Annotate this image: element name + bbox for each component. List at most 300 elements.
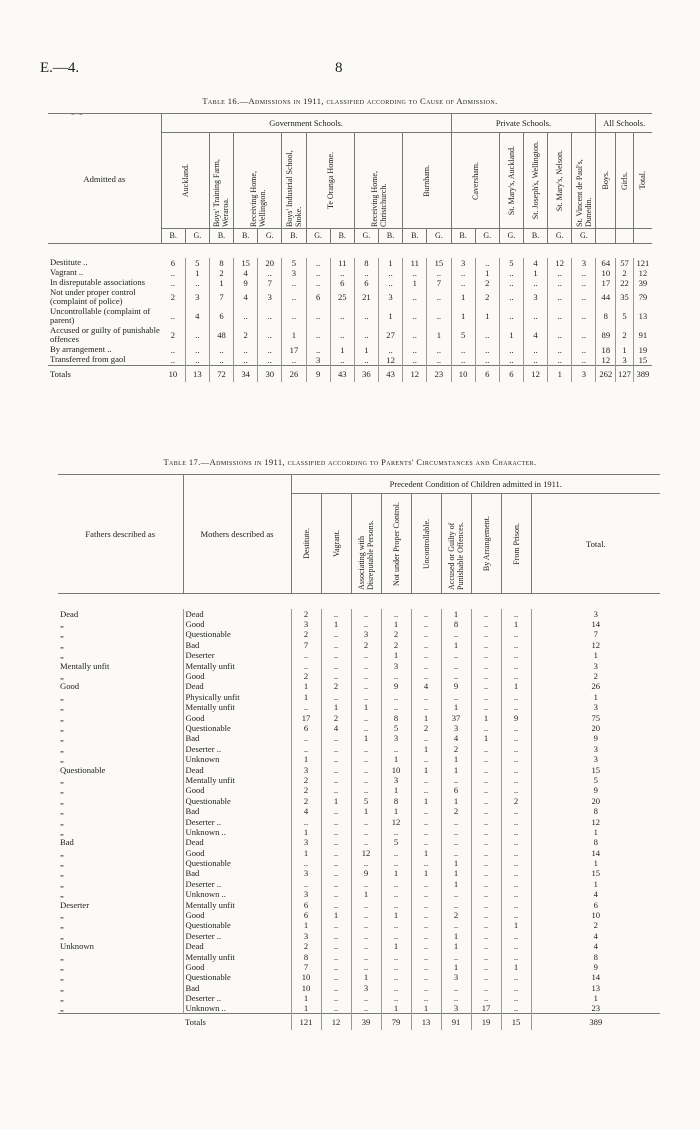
table17-cell: ..	[471, 764, 501, 774]
table16-col-header	[451, 133, 499, 229]
table17-col-label: From Prison.	[511, 522, 521, 565]
table17-cell: 1	[381, 650, 411, 660]
table-row	[58, 671, 660, 681]
table16-cell: ..	[282, 278, 306, 288]
table16-col-header	[596, 133, 616, 229]
table17-cell: ..	[471, 754, 501, 764]
table17-cell: 6	[291, 723, 321, 733]
table17-cell: ..	[351, 951, 381, 961]
table16-cell: 1	[379, 307, 403, 326]
table16-cell: ..	[548, 288, 572, 307]
table16-cell: 17	[282, 345, 306, 355]
table17-mother: Deserter ..	[183, 816, 291, 826]
table16-caption-prefix: Table 16.	[202, 96, 240, 106]
table16-cell: ..	[572, 307, 596, 326]
table17-col-label: Associating with Disreputable Persons.	[357, 519, 375, 590]
table17-father: „	[58, 931, 183, 941]
table16-cell: 4	[523, 326, 547, 345]
table17-cell: 1	[351, 972, 381, 982]
table17-cell: ..	[441, 650, 471, 660]
table17-cell: ..	[501, 640, 531, 650]
table16-subheader: B.	[282, 229, 306, 244]
table17-mother: Questionable	[183, 920, 291, 930]
table16-cell: ..	[427, 345, 451, 355]
table17-total-cell: 39	[351, 1014, 381, 1031]
table17-father: „	[58, 847, 183, 857]
table17-col-header	[501, 494, 531, 594]
table17-cell: ..	[501, 879, 531, 889]
table16-cell: 1	[330, 345, 354, 355]
table17-cell: ..	[351, 941, 381, 951]
table17-totals-row	[58, 1014, 660, 1031]
table16-col-header	[354, 133, 402, 229]
table17-cell: ..	[411, 910, 441, 920]
table17-mother: Unknown ..	[183, 827, 291, 837]
table17-cell: 4	[593, 941, 598, 952]
table17-cell: 6	[291, 899, 321, 909]
table16-cell: ..	[451, 355, 475, 366]
table17-cell: ..	[471, 951, 501, 961]
table16-row-label: Accused or guilty of punishable offences	[50, 325, 160, 345]
table17-cell: 1	[381, 785, 411, 795]
table17-cell: ..	[321, 733, 351, 743]
table16-total-cell: 34	[234, 366, 258, 383]
table16-col-header	[161, 133, 209, 229]
table16-cell: 121	[636, 257, 650, 268]
table16-cell: 1	[185, 268, 209, 278]
table17-mother: Mentally unfit	[183, 660, 291, 670]
table16-row-label: In disreputable associations	[50, 277, 145, 287]
table16-row-label: Uncontrollable (complaint of parent)	[50, 306, 151, 326]
table17	[58, 474, 660, 1030]
table-row	[58, 754, 660, 764]
table17-cell: ..	[321, 744, 351, 754]
table17-col-header	[441, 494, 471, 594]
table16-cell: ..	[161, 345, 185, 355]
table17-cell: ..	[321, 764, 351, 774]
table17-cell: 14	[591, 847, 601, 858]
table17-col-header	[321, 494, 351, 594]
table17-cell: ..	[471, 650, 501, 660]
table17-cell: 3	[351, 629, 381, 639]
table16-total-cell: 43	[379, 366, 403, 383]
table-row	[58, 629, 660, 639]
table16-cell: ..	[209, 345, 233, 355]
table16-cell: ..	[403, 326, 427, 345]
table17-cell: ..	[501, 889, 531, 899]
table17-cell: ..	[351, 775, 381, 785]
table16-total-cell: 36	[354, 366, 378, 383]
table17-cell: 7	[291, 640, 321, 650]
table16-cell: ..	[427, 268, 451, 278]
table17-cell: ..	[471, 640, 501, 650]
table16-cell: 4	[185, 307, 209, 326]
table17-cell: ..	[411, 837, 441, 847]
table17-cell: 4	[441, 733, 471, 743]
table17-cell: ..	[411, 972, 441, 982]
table16-cell: 3	[282, 268, 306, 278]
table17-cell: ..	[411, 640, 441, 650]
table16-cell: 7	[209, 288, 233, 307]
table17-cell: ..	[471, 702, 501, 712]
table16-cell: ..	[354, 326, 378, 345]
table17-cell: ..	[471, 868, 501, 878]
table16-cell: 12	[638, 267, 648, 278]
table17-cell: ..	[351, 660, 381, 670]
table16-col-header	[523, 133, 547, 229]
table17-cell: ..	[381, 931, 411, 941]
table16-cell: ..	[499, 355, 523, 366]
table16-cell: 3	[306, 355, 330, 366]
table17-cell: ..	[381, 920, 411, 930]
table16-cell: ..	[427, 307, 451, 326]
table17-cell: 8	[381, 796, 411, 806]
table17-father: „	[58, 650, 183, 660]
table17-father: „	[58, 744, 183, 754]
table17-cell: 1	[351, 806, 381, 816]
table17-cell: ..	[321, 775, 351, 785]
table16-cell: ..	[572, 288, 596, 307]
table16-row-label: Transferred from gaol	[50, 355, 126, 365]
table17-cell: 2	[441, 910, 471, 920]
table17-cell: 8	[593, 806, 598, 817]
table-row	[58, 806, 660, 816]
table16-subheader: G.	[572, 229, 596, 244]
table17-cell: 1	[381, 754, 411, 764]
table17-cell: ..	[471, 816, 501, 826]
table-row	[58, 858, 660, 868]
table17-cell: 3	[593, 702, 598, 713]
table17-father: „	[58, 712, 183, 722]
table17-cell: ..	[441, 889, 471, 899]
table17-cell: ..	[501, 629, 531, 639]
table17-cell: 2	[593, 920, 598, 931]
table16-subheader: B.	[403, 229, 427, 244]
table17-cell: ..	[321, 941, 351, 951]
table16-col-label: Boys' Industrial School, Stoke.	[284, 149, 303, 227]
table17-cell: ..	[501, 733, 531, 743]
table16-cell: 9	[234, 278, 258, 288]
table16-col-header	[209, 133, 233, 229]
table17-cell: ..	[321, 847, 351, 857]
table17-cell: ..	[381, 879, 411, 889]
page-reference: E.—4.	[40, 60, 80, 76]
table17-cell: 9	[593, 733, 598, 744]
table16-cell: 12	[379, 355, 403, 366]
table16-subheader: B.	[451, 229, 475, 244]
table17-cell: 1	[291, 993, 321, 1003]
table17-cell: 2	[291, 629, 321, 639]
table17-cell: 1	[411, 744, 441, 754]
table17-col-label: Total.	[585, 538, 606, 549]
table17-cell: ..	[501, 941, 531, 951]
table16-cell: ..	[572, 345, 596, 355]
table16-cell: ..	[523, 278, 547, 288]
table17-cell: 2	[291, 775, 321, 785]
table16-total-cell: 30	[258, 366, 282, 383]
table16-cell: 1	[354, 345, 378, 355]
table17-cell: 1	[441, 640, 471, 650]
table-row	[58, 827, 660, 837]
table17-mother: Good	[183, 619, 291, 629]
table17-cell: 5	[351, 796, 381, 806]
table16-cell: ..	[379, 268, 403, 278]
table17-totals-label: Totals	[183, 1014, 291, 1031]
table17-mother: Unknown ..	[183, 889, 291, 899]
table16-cell: ..	[234, 307, 258, 326]
table17-cell: 1	[441, 962, 471, 972]
table17-cell: ..	[381, 744, 411, 754]
table-row	[58, 775, 660, 785]
margin-mark: ⁀	[72, 113, 82, 127]
table16-col-header	[282, 133, 306, 229]
table17-cell: ..	[321, 962, 351, 972]
table17-cell: 3	[291, 931, 321, 941]
table17-cell: 1	[593, 650, 598, 661]
table17-cell: ..	[321, 920, 351, 930]
table17-cell: ..	[501, 754, 531, 764]
table17-mother: Bad	[183, 640, 291, 650]
table17-cell: ..	[411, 650, 441, 660]
table17-cell: ..	[321, 785, 351, 795]
table17-cell: ..	[321, 951, 351, 961]
table17-cell: ..	[501, 983, 531, 993]
table16-cell: 79	[638, 292, 648, 303]
table17-cell: ..	[411, 629, 441, 639]
table17-cell: ..	[411, 951, 441, 961]
table17-cell: 20	[591, 722, 601, 733]
table-row	[58, 879, 660, 889]
table17-cell: ..	[351, 827, 381, 837]
table16-cell: ..	[161, 307, 185, 326]
table17-mother: Mentally unfit	[183, 702, 291, 712]
table16-subheader: B.	[234, 229, 258, 244]
table17-cell: ..	[441, 920, 471, 930]
table16-cell: ..	[499, 268, 523, 278]
table17-cell: ..	[411, 962, 441, 972]
table17-cell: 5	[381, 723, 411, 733]
table16-cell: 6	[306, 288, 330, 307]
table-row	[58, 619, 660, 629]
table17-cell: 3	[351, 983, 381, 993]
table16-cell: 2	[209, 268, 233, 278]
table17-cell: ..	[381, 858, 411, 868]
table17-cell: ..	[411, 920, 441, 930]
table17-cell: ..	[441, 899, 471, 909]
table17-cell: ..	[351, 837, 381, 847]
table16-cell: 44	[596, 288, 616, 307]
table17-cell: ..	[321, 692, 351, 702]
table17-cell: 3	[381, 775, 411, 785]
table16-total-cell: 9	[306, 366, 330, 383]
table16-cell: 6	[330, 278, 354, 288]
table17-cell: ..	[471, 796, 501, 806]
table17-cell: 9	[593, 961, 598, 972]
table16-col-label: Receiving Home, Christchurch.	[369, 170, 388, 227]
table17-cell: ..	[351, 879, 381, 889]
table17-cell: ..	[321, 983, 351, 993]
table16-cell: ..	[572, 355, 596, 366]
table17-cell: ..	[501, 692, 531, 702]
table17-mother: Questionable	[183, 972, 291, 982]
table17-cell: 1	[441, 879, 471, 889]
table17-mother: Deserter ..	[183, 744, 291, 754]
table16-cell: 3	[523, 288, 547, 307]
table17-father: „	[58, 983, 183, 993]
table16-cell: ..	[499, 278, 523, 288]
table17-totals-blank	[58, 1014, 183, 1031]
table16-cell: ..	[499, 288, 523, 307]
table17-cell: ..	[321, 640, 351, 650]
table17-cell: ..	[501, 764, 531, 774]
table16-cell: ..	[161, 268, 185, 278]
table17-cell: ..	[501, 660, 531, 670]
table17-caption-text: —Admissions in 1911, classified according to Parents' Circumstances and Character.	[200, 457, 537, 467]
table17-cell: 1	[321, 619, 351, 629]
table17-cell: ..	[321, 660, 351, 670]
table17-cell: ..	[441, 983, 471, 993]
table17-cell: 1	[441, 931, 471, 941]
table17-father: „	[58, 951, 183, 961]
table17-cell: ..	[381, 983, 411, 993]
table16-cell: ..	[475, 355, 499, 366]
table16-cell: 1	[475, 268, 499, 278]
table16-total-cell: 13	[185, 366, 209, 383]
table17-cell: 7	[593, 629, 598, 640]
table17-cell: 1	[471, 733, 501, 743]
table17-mother: Mentally unfit	[183, 899, 291, 909]
table17-col-label: Vagrant.	[331, 530, 341, 557]
table17-father: „	[58, 868, 183, 878]
table17-father: Mentally unfit	[58, 660, 183, 670]
table17-cell: ..	[471, 962, 501, 972]
table16-col-header	[616, 133, 634, 229]
table17-col-header	[351, 494, 381, 594]
table16-cell: ..	[548, 355, 572, 366]
table16-cell: 3	[379, 288, 403, 307]
table17-cell: ..	[471, 993, 501, 1003]
table17-cell: 14	[591, 619, 601, 630]
table17-cell: 1	[351, 733, 381, 743]
table17-cell: 2	[291, 609, 321, 619]
table16-cell: 11	[403, 258, 427, 268]
table17-total-cell: 19	[471, 1014, 501, 1031]
table17-cell: 2	[441, 806, 471, 816]
table16-total-cell: 6	[499, 366, 523, 383]
table17-cell: ..	[411, 941, 441, 951]
table16-cell: ..	[451, 278, 475, 288]
table-row	[58, 785, 660, 795]
table17-father: „	[58, 692, 183, 702]
table17-father: „	[58, 858, 183, 868]
table16-subheader: G.	[258, 229, 282, 244]
table16-cell: 2	[475, 288, 499, 307]
table17-cell: ..	[381, 827, 411, 837]
table17-cell: ..	[321, 931, 351, 941]
table16-cell: 6	[209, 307, 233, 326]
table17-cell: ..	[291, 733, 321, 743]
table16-cell: ..	[306, 268, 330, 278]
table17-cell: 2	[441, 744, 471, 754]
table17-cell: 3	[291, 764, 321, 774]
table16-cell: ..	[499, 307, 523, 326]
table17-father: „	[58, 723, 183, 733]
table17-cell: 15	[591, 868, 601, 879]
table17-cell: ..	[321, 806, 351, 816]
table16-subheader: B.	[523, 229, 547, 244]
table17-cell: ..	[441, 993, 471, 1003]
table17-cell: 1	[441, 754, 471, 764]
table17-cell: ..	[441, 951, 471, 961]
table16-total-cell: 127	[616, 366, 634, 383]
table16-cell: ..	[451, 345, 475, 355]
table16-subheader	[633, 229, 652, 244]
table17-cell: ..	[471, 827, 501, 837]
table16-cell: ..	[451, 268, 475, 278]
table17-cell: ..	[501, 744, 531, 754]
table17-cell: ..	[471, 847, 501, 857]
table17-cell: ..	[501, 899, 531, 909]
table16-cell: ..	[306, 307, 330, 326]
table-row	[58, 920, 660, 930]
table17-father: „	[58, 754, 183, 764]
table17-cell: ..	[501, 1003, 531, 1014]
table17-cell: ..	[441, 837, 471, 847]
table17-cell: ..	[501, 837, 531, 847]
table-row	[48, 258, 652, 268]
table16-cell: ..	[354, 355, 378, 366]
table16-cell: ..	[572, 278, 596, 288]
table17-cell: ..	[501, 972, 531, 982]
table17-mother: Dead	[183, 609, 291, 619]
table17-total-cell: 121	[291, 1014, 321, 1031]
table16-cell: ..	[161, 355, 185, 366]
table17-cell: 4	[593, 930, 598, 941]
table17-cell: 3	[291, 837, 321, 847]
table17-total-cell: 389	[531, 1014, 660, 1031]
table17-father: „	[58, 889, 183, 899]
table16-subheader: B.	[209, 229, 233, 244]
table16-total-cell: 6	[475, 366, 499, 383]
table16-cell: ..	[354, 268, 378, 278]
table16-cell: 2	[616, 268, 634, 278]
table-row	[58, 837, 660, 847]
table16-total-cell: 26	[282, 366, 306, 383]
table16-cell: ..	[403, 345, 427, 355]
table16-subheader: G.	[475, 229, 499, 244]
table17-cell: 1	[441, 941, 471, 951]
table16-cell: 5	[282, 258, 306, 268]
table17-cell: 3	[593, 754, 598, 765]
table17-cell: ..	[501, 847, 531, 857]
table16-subheader: G.	[306, 229, 330, 244]
table17-cell: ..	[351, 910, 381, 920]
table17-cell: 1	[411, 1003, 441, 1014]
table17-cell: ..	[351, 899, 381, 909]
table17-cell: 2	[411, 723, 441, 733]
table17-cell: ..	[321, 889, 351, 899]
table17-cell: 1	[291, 681, 321, 691]
table16-row-label: Destitute ..	[50, 257, 88, 267]
table16-cell: 15	[638, 355, 648, 366]
table16-cell: ..	[330, 268, 354, 278]
table17-father: „	[58, 962, 183, 972]
table17-mother: Unknown	[183, 754, 291, 764]
table17-mother: Good	[183, 785, 291, 795]
table16-col-header	[499, 133, 523, 229]
table17-cell: ..	[351, 920, 381, 930]
table17-cell: 10	[381, 764, 411, 774]
